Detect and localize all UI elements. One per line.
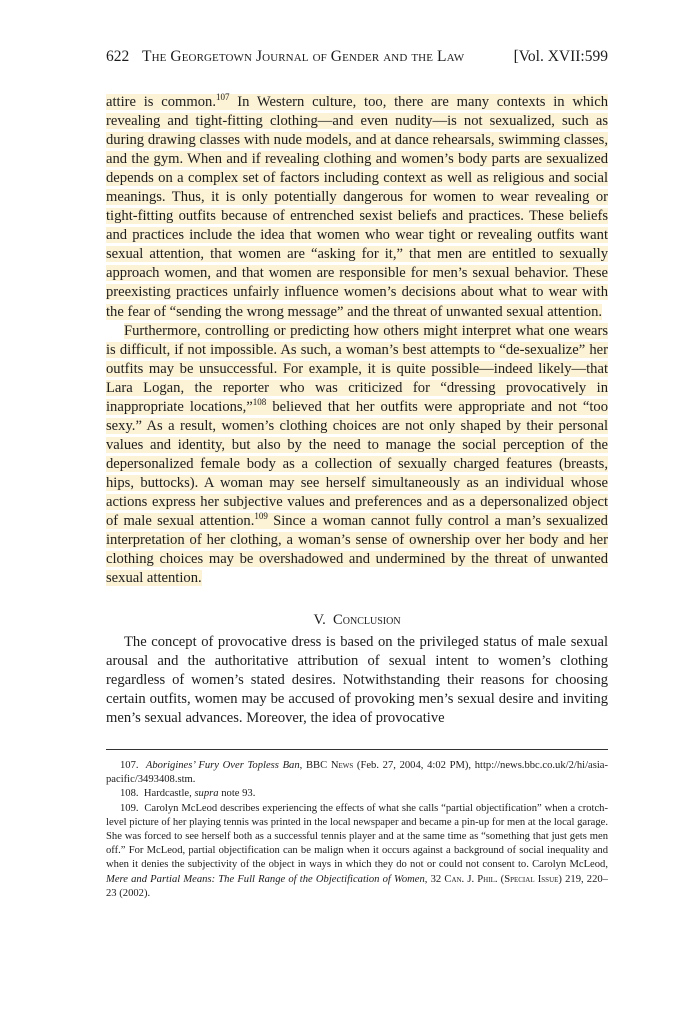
footnote-number: 107. — [120, 760, 139, 771]
running-header — [106, 47, 608, 67]
footnote-ref-109[interactable]: 109 — [254, 511, 268, 522]
journal-title: The Georgetown Journal of Gender and the Law — [142, 48, 465, 65]
text-run: In Western culture, too, there are many contexts in which revealing and tight-fitting clothing—and even nudity—is not sexualized, such as during drawing classes with nude models, and at dance rehearsals, swimming classes, and the gym. When and if revealing clothing and women’s body parts are sexualized depends on a complex set of factors including context as well as religious and social meanings. Thus, it is only potentially dangerous for women to wear revealing or tight-fitting outfits because of entrenched sexist beliefs and practices. These beliefs and practices include the idea that women who wear tight or revealing outfits want sexual attention, that women are “asking for it,” that men are entitled to sexually approach women, and that women are responsible for men’s sexual behavior. These preexisting practices unfairly influence women’s decisions about what to wear with the fear of “sending the wrong message” and the threat of unwanted sexual attention. — [106, 94, 608, 320]
section-title: Conclusion — [333, 612, 401, 628]
footnotes — [106, 759, 608, 901]
section-numeral: V. — [313, 612, 326, 628]
footnote-journal: Can. J. Phil. — [444, 873, 498, 885]
footnote-ref-107[interactable]: 107 — [215, 92, 230, 102]
footnote-text: , 32 — [424, 873, 445, 885]
footnote-ref-108[interactable]: 108 — [252, 396, 267, 407]
footnote-text: Carolyn McLeod describes experiencing the effects of what she calls “partial objectification” when a crotch-level picture of her playing tennis was printed in the local newspaper and became a pin-up for men at the local garage. She was forced to see herself both as a successful tennis player and at the same time as “something that just gets men off.” For McLeod, partial objectification can be malign when it occurs against a background of social inequality and when it denies the subjectivity of the object in ways in which they do not or could not consent to. Carolyn McLeod, — [106, 802, 608, 871]
paragraph-2 — [106, 322, 608, 589]
footnote-108 — [106, 787, 608, 801]
footnote-italic: supra — [194, 788, 219, 800]
footnote-source: BBC News — [305, 760, 354, 771]
paragraph-1 — [106, 93, 608, 322]
footnote-number: 109. — [120, 802, 139, 814]
footnote-text: Hardcastle, — [143, 788, 195, 800]
footnote-title: Aborigines’ Fury Over Topless Ban — [145, 760, 300, 771]
footnote-text: ( — [497, 873, 505, 885]
text-run: believed that her outfits were appropriate and not “too sexy.” As a result, women’s clothing choices are not only shaped by their personal values and identity, but also by the need to manage the social perception of the depersonalized female body as a collection of sexually charged features (breasts, hips, buttocks). A woman may see herself simultaneously as an individual whose actions express her subjective values and preferences and as a depersonalized object of male sexual attention. — [106, 398, 608, 530]
footnote-number: 108. — [120, 788, 139, 800]
highlighted-passage — [106, 323, 608, 587]
footnote-divider — [106, 749, 608, 750]
footnote-special-issue: Special Issue — [504, 873, 559, 885]
volume-citation: [Vol. XVII:599 — [513, 48, 608, 65]
footnote-title: Mere and Partial Means: The Full Range of the Objectification of Women — [106, 873, 425, 885]
footnote-109 — [106, 802, 608, 901]
conclusion-paragraph: The concept of provocative dress is based on the privileged status of male sexual arousal and the authoritative attribution of sexual intent to women’s clothing regardless of women’s stated desires. Notwithstanding their reasons for choosing certain outfits, women may be accused of provoking men’s sexual desire and inviting men’s sexual advances. Moreover, the idea of provocative — [106, 634, 608, 727]
footnote-text: (Feb. 27, 2004, 4:02 PM), http://news.bbc.co.uk/2/hi/asia-pacific/3493408.stm. — [106, 760, 609, 786]
page-number: 622 — [106, 48, 130, 65]
footnote-107: 107. Aborigines’ Fury Over Topless Ban, BBC News (Feb. 27, 2004, 4:02 PM), http://news.bbc.co.uk/2/hi/asia-pacific/3493408.stm. — [106, 760, 609, 786]
section-heading — [106, 611, 608, 630]
footnote-text: ) 219, 220–23 (2002). — [106, 873, 608, 899]
conclusion-text — [106, 633, 608, 728]
body-text — [106, 93, 608, 588]
text-run: Furthermore, controlling or predicting how others might interpret what one wears is difficult, if not impossible. As such, a woman’s best attempts to “de-sexualize” her outfits may be unsuccessful. For example, it is quite possible—indeed likely—that Lara Logan, the reporter who was criticized for “dressing provocatively in inappropriate locations,” — [106, 322, 608, 415]
text-run: Since a woman cannot fully control a man’s sexualized interpretation of her clothing, a woman’s sense of ownership over her body and her clothing choices may be overshadowed and undermined by the threat of unwanted sexual attention. — [106, 513, 608, 587]
footnote-text: note 93. — [218, 788, 256, 800]
text-run: attire is common. — [106, 94, 216, 110]
highlighted-passage — [106, 94, 608, 320]
